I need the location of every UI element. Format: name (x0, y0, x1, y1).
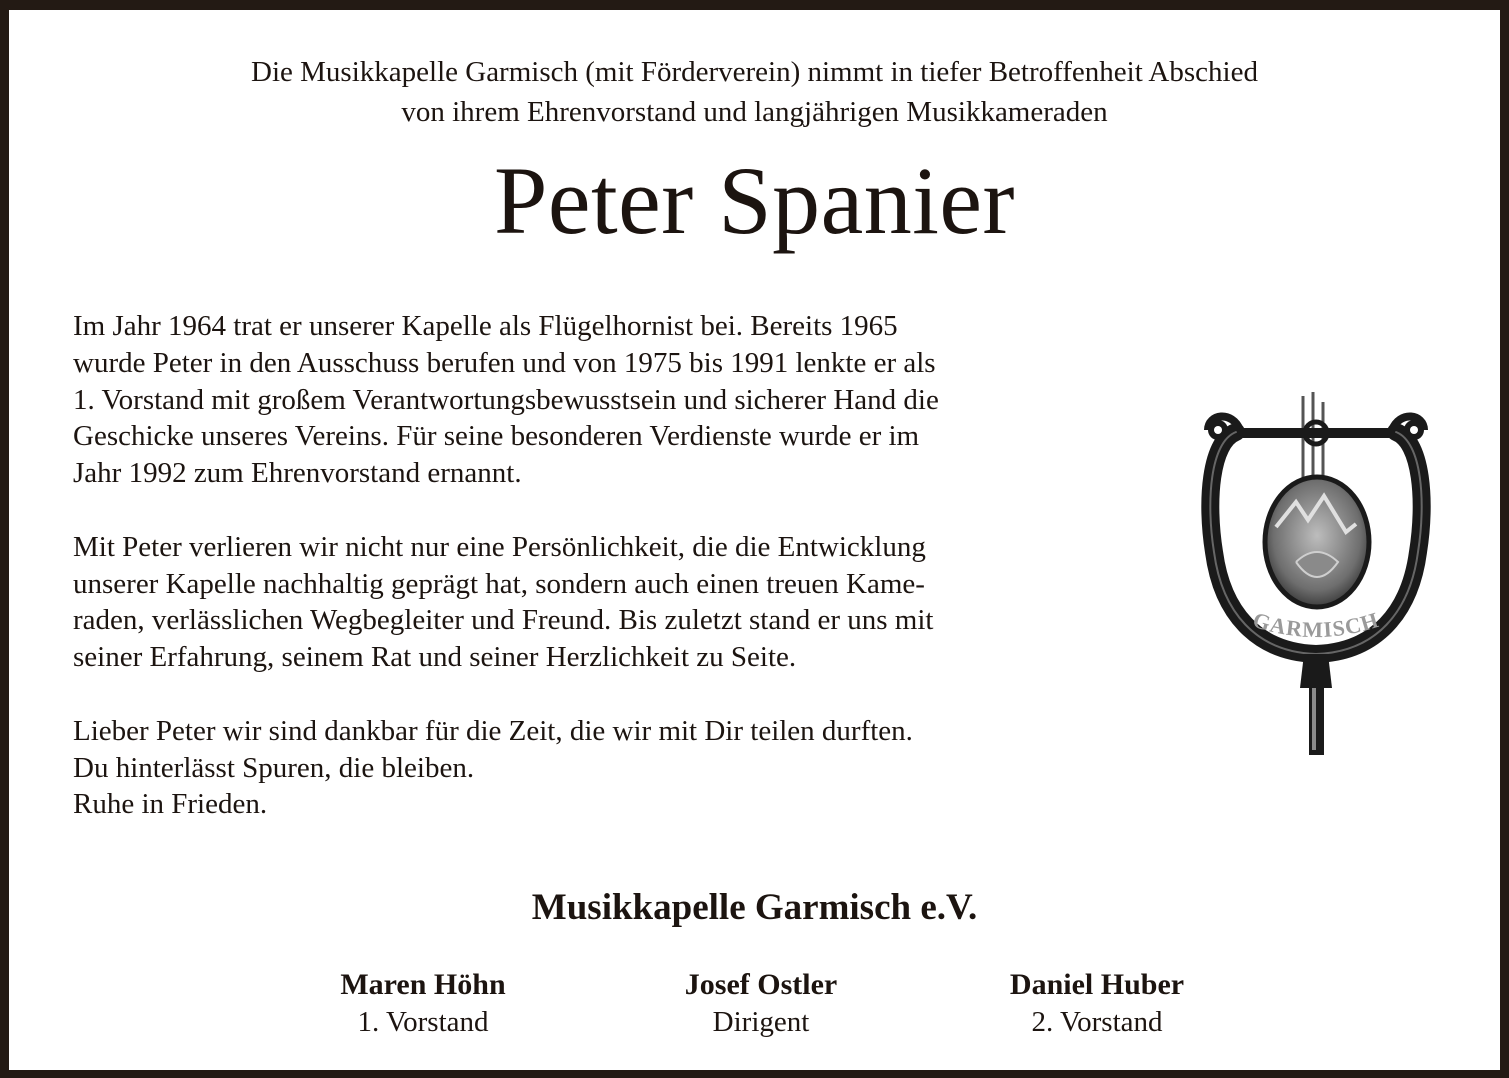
signatory-role: 2. Vorstand (1031, 1006, 1163, 1038)
paragraph-2 (73, 529, 1103, 676)
text-line: wurde Peter in den Ausschuss berufen und von 1975 bis 1991 lenkte er als (73, 346, 936, 379)
intro-line-1: Die Musikkapelle Garmisch (mit Förderverein) nimmt in tiefer Betroffenheit Abschied (251, 56, 1258, 88)
obituary-body (73, 308, 1103, 823)
text-line: 1. Vorstand mit großem Verantwortungsbewusstsein und sicherer Hand die (73, 383, 939, 416)
text-line: Ruhe in Frieden. (73, 788, 268, 821)
signatory-role: 1. Vorstand (357, 1006, 489, 1038)
text-line: unserer Kapelle nachhaltig geprägt hat, sondern auch einen treuen Kame- (73, 567, 925, 600)
signatory-role: Dirigent (712, 1006, 810, 1038)
text-line: raden, verlässlichen Wegbegleiter und Freund. Bis zuletzt stand er uns mit (73, 604, 934, 637)
signatory-name: Daniel Huber (1009, 968, 1185, 1001)
paragraph-1 (73, 308, 1103, 492)
organization-name: Musikkapelle Garmisch e.V. (531, 887, 978, 928)
signatory (243, 966, 603, 1040)
text-line: seiner Erfahrung, seinem Rat und seiner Herzlichkeit zu Seite. (73, 641, 797, 674)
text-line: Geschicke unseres Vereins. Für seine besonderen Verdienste wurde er im (73, 420, 920, 453)
intro-text (0, 52, 1509, 132)
text-line: Du hinterlässt Spuren, die bleiben. (73, 751, 475, 784)
intro-line-2: von ihrem Ehrenvorstand und langjährigen Musikkameraden (401, 96, 1108, 128)
signatory-name: Maren Höhn (340, 968, 506, 1001)
lyre-emblem-icon (1196, 392, 1436, 756)
signatory (917, 966, 1277, 1040)
signatory (581, 966, 941, 1040)
emblem-text: GARMISCH (1250, 606, 1382, 643)
text-line: Jahr 1992 zum Ehrenvorstand ernannt. (73, 457, 522, 490)
text-line: Im Jahr 1964 trat er unserer Kapelle als Flügelhornist bei. Bereits 1965 (73, 310, 898, 342)
deceased-name: Peter Spanier (494, 147, 1015, 254)
text-line: Mit Peter verlieren wir nicht nur eine Persönlichkeit, die die Entwicklung (73, 530, 926, 563)
paragraph-3 (73, 713, 1103, 823)
signatory-name: Josef Ostler (684, 968, 838, 1001)
text-line: Lieber Peter wir sind dankbar für die Zeit, die wir mit Dir teilen durften. (73, 714, 913, 747)
